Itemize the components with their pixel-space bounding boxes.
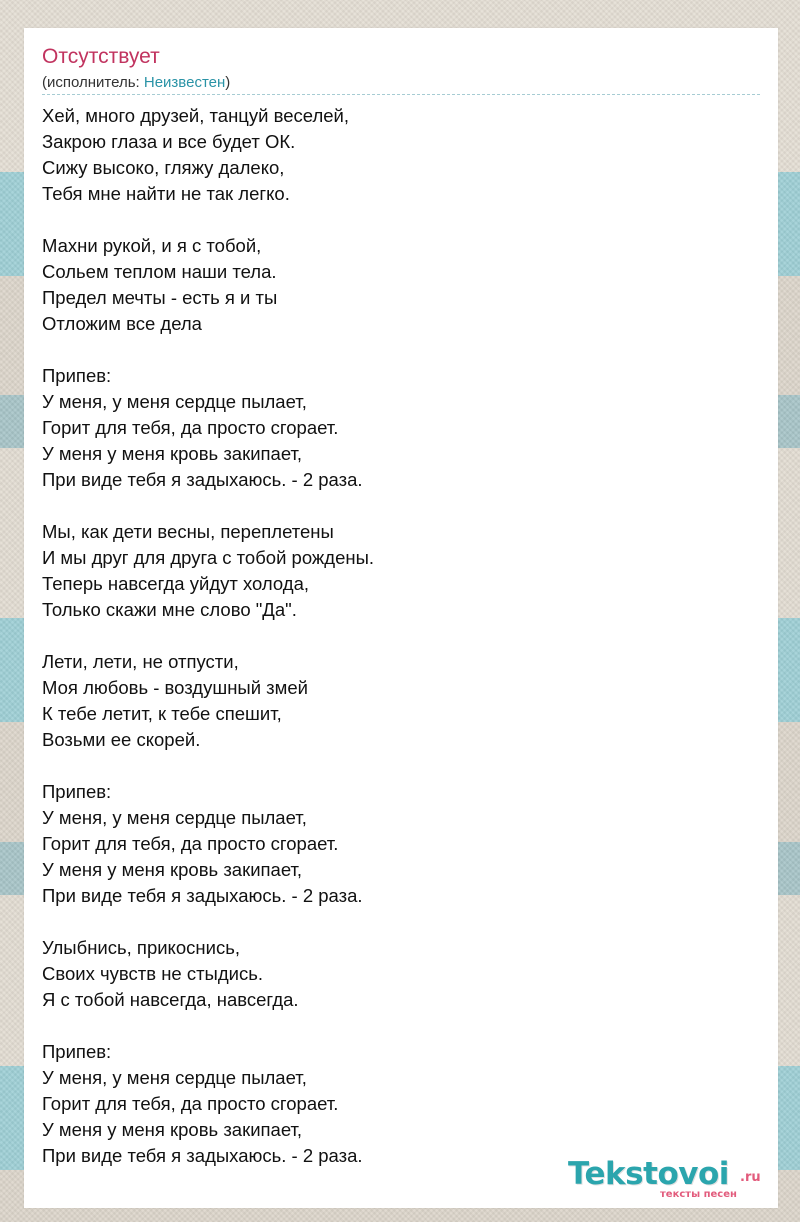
- stanza-break: [42, 753, 374, 779]
- lyric-line: Горит для тебя, да просто сгорает.: [42, 417, 339, 438]
- lyric-line: К тебе летит, к тебе спешит,: [42, 703, 282, 724]
- lyric-line: Махни рукой, и я с тобой,: [42, 235, 262, 256]
- lyric-line: Только скажи мне слово "Да".: [42, 599, 297, 620]
- lyric-line: Горит для тебя, да просто сгорает.: [42, 833, 339, 854]
- lyric-line: У меня, у меня сердце пылает,: [42, 391, 307, 412]
- lyric-line: Отложим все дела: [42, 313, 202, 334]
- lyric-line: Моя любовь - воздушный змей: [42, 677, 309, 698]
- stanza-break: [42, 493, 374, 519]
- lyrics-card: [24, 28, 778, 1208]
- lyric-line: Своих чувств не стыдись.: [42, 963, 264, 984]
- stanza-break: [42, 1013, 374, 1039]
- lyric-line: Сольем теплом наши тела.: [42, 261, 277, 282]
- lyric-line: Тебя мне найти не так легко.: [42, 183, 290, 204]
- artist-line: [42, 73, 230, 93]
- artist-link[interactable]: Неизвестен: [143, 74, 226, 91]
- title-divider: [42, 94, 760, 95]
- lyric-line: При виде тебя я задыхаюсь. - 2 раза.: [42, 469, 363, 490]
- lyric-line: Предел мечты - есть я и ты: [42, 287, 278, 308]
- lyric-line: Улыбнись, прикоснись,: [42, 937, 240, 958]
- lyric-line: Припев:: [42, 1041, 112, 1062]
- lyric-line: Припев:: [42, 365, 112, 386]
- logo-wordmark: Tekstovoi: [568, 1156, 729, 1192]
- lyric-line: Хей, много друзей, танцуй веселей,: [42, 105, 350, 126]
- lyric-line: При виде тебя я задыхаюсь. - 2 раза.: [42, 1145, 363, 1166]
- lyric-line: Припев:: [42, 781, 112, 802]
- lyric-line: Закрою глаза и все будет ОК.: [42, 131, 296, 152]
- lyric-line: У меня у меня кровь закипает,: [42, 443, 303, 464]
- logo-domain: .ru: [740, 1170, 761, 1185]
- lyric-line: Мы, как дети весны, переплетены: [42, 521, 334, 542]
- stanza-break: [42, 909, 374, 935]
- lyric-line: И мы друг для друга с тобой рождены.: [42, 547, 375, 568]
- stanza-break: [42, 337, 374, 363]
- lyric-line: При виде тебя я задыхаюсь. - 2 раза.: [42, 885, 363, 906]
- lyric-line: Лети, лети, не отпусти,: [42, 651, 239, 672]
- lyric-line: Теперь навсегда уйдут холода,: [42, 573, 310, 594]
- site-logo[interactable]: [568, 1155, 773, 1203]
- lyric-line: Я с тобой навсегда, навсегда.: [42, 989, 299, 1010]
- logo-tagline: тексты песен: [660, 1189, 737, 1200]
- lyric-line: У меня, у меня сердце пылает,: [42, 1067, 307, 1088]
- lyric-line: Горит для тебя, да просто сгорает.: [42, 1093, 339, 1114]
- lyric-line: Сижу высоко, гляжу далеко,: [42, 157, 285, 178]
- artist-suffix: ): [225, 74, 231, 91]
- lyric-line: Возьми ее скорей.: [42, 729, 201, 750]
- song-title: Отсутствует: [42, 45, 160, 68]
- stanza-break: [42, 207, 374, 233]
- artist-prefix: (исполнитель:: [42, 74, 144, 91]
- lyrics-text: [42, 103, 374, 1169]
- lyric-line: У меня, у меня сердце пылает,: [42, 807, 307, 828]
- lyric-line: У меня у меня кровь закипает,: [42, 859, 303, 880]
- lyric-line: У меня у меня кровь закипает,: [42, 1119, 303, 1140]
- stanza-break: [42, 623, 374, 649]
